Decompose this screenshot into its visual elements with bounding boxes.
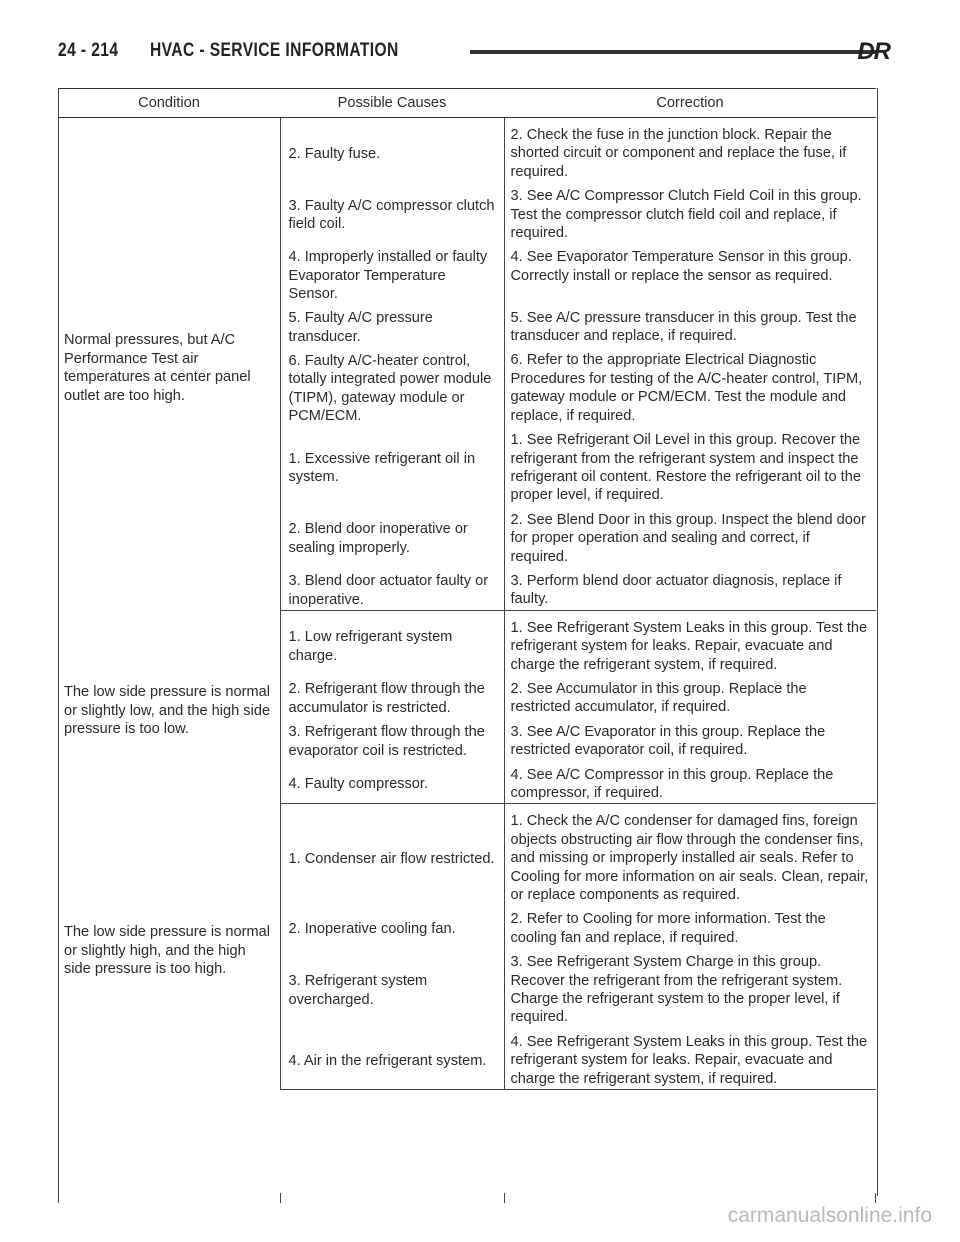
correction-cell: 1. Check the A/C condenser for damaged fins, foreign objects obstructing air flow through the condenser fins, and missing or improperly installed air seals. Refer to Cooling for more information on air seals. Clean, repair, or replace components as required.	[504, 804, 876, 906]
possible-cause-cell: 1. Condenser air flow restricted.	[280, 804, 504, 906]
dr-logo: DR	[857, 38, 890, 65]
condition-cell: The low side pressure is normal or slightly low, and the high side pressure is too low.	[64, 684, 271, 738]
possible-cause-cell: 2. Inoperative cooling fan.	[280, 905, 504, 948]
tick-mark	[58, 1193, 59, 1203]
possible-cause-cell: 1. Low refrigerant system charge.	[280, 610, 504, 675]
correction-cell: 4. See Evaporator Temperature Sensor in this group. Correctly install or replace the sensor as required.	[504, 243, 876, 303]
possible-cause-cell: 2. Blend door inoperative or sealing improperly.	[280, 506, 504, 567]
correction-cell: 3. See A/C Compressor Clutch Field Coil in this group. Test the compressor clutch field coil and replace, if required.	[504, 182, 876, 243]
watermark: carmanualsonline.info	[727, 1204, 932, 1227]
column-header-causes: Possible Causes	[280, 89, 504, 118]
possible-cause-cell: 2. Faulty fuse.	[280, 118, 504, 183]
table-row	[58, 804, 876, 906]
possible-cause-cell: 3. Refrigerant flow through the evaporator coil is restricted.	[280, 718, 504, 761]
correction-cell: 2. See Accumulator in this group. Replace the restricted accumulator, if required.	[504, 675, 876, 718]
section-title: HVAC - SERVICE INFORMATION	[150, 40, 399, 61]
possible-cause-cell: 4. Improperly installed or faulty Evaporator Temperature Sensor.	[280, 243, 504, 303]
correction-cell: 2. Refer to Cooling for more information. Test the cooling fan and replace, if required.	[504, 905, 876, 948]
correction-cell: 1. See Refrigerant Oil Level in this group. Recover the refrigerant from the refrigerant system and inspect the refrigerant oil content. Restore the refrigerant oil to the proper level, if required.	[504, 426, 876, 506]
possible-cause-cell: 5. Faulty A/C pressure transducer.	[280, 304, 504, 347]
possible-cause-cell: 3. Blend door actuator faulty or inoperative.	[280, 567, 504, 610]
possible-cause-cell: 4. Air in the refrigerant system.	[280, 1028, 504, 1090]
correction-cell: 6. Refer to the appropriate Electrical Diagnostic Procedures for testing of the A/C-heater control, TIPM, gateway module or PCM/ECM. Test the module and replace, if required.	[504, 346, 876, 426]
possible-cause-cell: 4. Faulty compressor.	[280, 761, 504, 804]
possible-cause-cell: 6. Faulty A/C-heater control, totally integrated power module (TIPM), gateway module or PCM/ECM.	[280, 346, 504, 426]
table-header-row	[58, 89, 876, 118]
possible-cause-cell: 1. Excessive refrigerant oil in system.	[280, 426, 504, 506]
possible-cause-cell: 3. Refrigerant system overcharged.	[280, 948, 504, 1028]
page-header	[58, 38, 890, 70]
correction-cell: 4. See A/C Compressor in this group. Replace the compressor, if required.	[504, 761, 876, 804]
condition-cell: The low side pressure is normal or slightly high, and the high side pressure is too high.	[64, 924, 271, 977]
correction-cell: 3. See Refrigerant System Charge in this group. Recover the refrigerant from the refrigerant system. Charge the refrigerant system to the proper level, if required.	[504, 948, 876, 1028]
condition-cell: Normal pressures, but A/C Performance Test air temperatures at center panel outlet are too high.	[64, 332, 251, 404]
header-rule	[470, 50, 878, 54]
possible-cause-cell: 2. Refrigerant flow through the accumulator is restricted.	[280, 675, 504, 718]
correction-cell: 4. See Refrigerant System Leaks in this group. Test the refrigerant system for leaks. Repair, evacuate and charge the refrigerant system, if required.	[504, 1028, 876, 1090]
correction-cell: 5. See A/C pressure transducer in this group. Test the transducer and replace, if required.	[504, 304, 876, 347]
correction-cell: 1. See Refrigerant System Leaks in this group. Test the refrigerant system for leaks. Repair, evacuate and charge the refrigerant system, if required.	[504, 610, 876, 675]
diagnosis-table	[58, 88, 876, 1090]
table-bottom-ticks	[58, 1193, 876, 1203]
correction-cell: 3. Perform blend door actuator diagnosis, replace if faulty.	[504, 567, 876, 610]
table-row	[58, 118, 876, 183]
page-number: 24 - 214	[58, 40, 119, 61]
correction-cell: 2. See Blend Door in this group. Inspect the blend door for proper operation and sealing and correct, if required.	[504, 506, 876, 567]
correction-cell: 3. See A/C Evaporator in this group. Replace the restricted evaporator coil, if required.	[504, 718, 876, 761]
column-header-correction: Correction	[504, 89, 876, 118]
possible-cause-cell: 3. Faulty A/C compressor clutch field coil.	[280, 182, 504, 243]
column-header-condition: Condition	[58, 89, 280, 118]
tick-mark	[875, 1193, 876, 1203]
tick-mark	[504, 1193, 505, 1203]
correction-cell: 2. Check the fuse in the junction block. Repair the shorted circuit or component and replace the fuse, if required.	[504, 118, 876, 183]
table-row	[58, 610, 876, 675]
tick-mark	[280, 1193, 281, 1203]
